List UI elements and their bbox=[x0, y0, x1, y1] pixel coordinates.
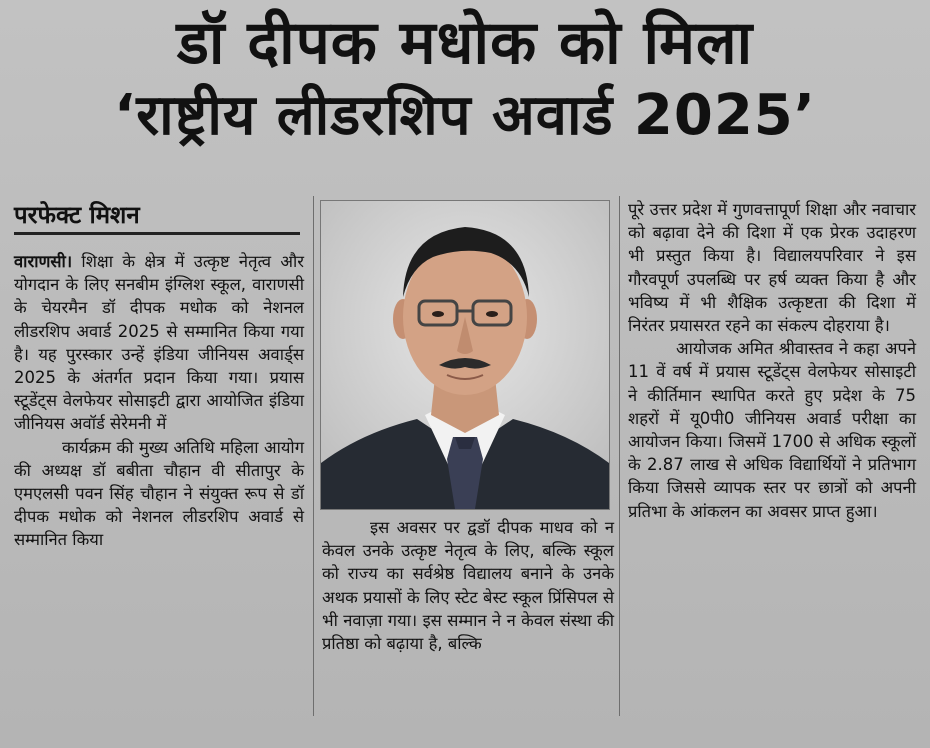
paragraph: इस अवसर पर द्वडॉ दीपक माधव को न केवल उनके उत्कृष्ट नेतृत्व के लिए, बल्कि स्कूल को राज्य का सर्वश्रेष्ठ विद्यालय बनाने के उनके अथक प्रयासों के लिए स्टेट बेस्ट स्कूल प्रिंसिपल से भी नवाज़ा गया। इस सम्मान ने न केवल संस्था की प्रतिष्ठा को बढ़ाया है, बल्कि bbox=[322, 518, 614, 654]
paragraph: कार्यक्रम की मुख्य अतिथि महिला आयोग की अध्यक्ष डॉ बबीता चौहान वी सीतापुर के एमएलसी पवन सिंह चौहान ने संयुक्त रूप से डॉ दीपक मधोक को नेशनल लीडरशिप अवार्ड से सम्मानित किया bbox=[14, 437, 304, 550]
headline-line-1: डॉ दीपक मधोक को मिला bbox=[176, 8, 754, 78]
column-divider bbox=[619, 196, 620, 716]
article-column-1 bbox=[14, 250, 304, 552]
dateline-place: वाराणसी। bbox=[14, 252, 73, 271]
person-portrait-icon bbox=[321, 201, 609, 509]
paragraph-text: शिक्षा के क्षेत्र में उत्कृष्ट नेतृत्व और योगदान के लिए सनबीम इंग्लिश स्कूल, वाराणसी के चेयरमैन डॉ दीपक मधोक को नेशनल लीडरशिप अवार्ड 2025 से सम्मानित किया गया है। यह पुरस्कार उन्हें इंडिया जीनियस अवार्ड्स 2025 के अंतर्गत प्रदान किया गया। प्रयास स्टूडेंट्स वेलफेयर सोसाइटी द्वारा आयोजित इंडिया जीनियस अवॉर्ड सेरेमनी में bbox=[14, 252, 304, 434]
article-column-2 bbox=[322, 516, 614, 655]
paragraph: पूरे उत्तर प्रदेश में गुणवत्तापूर्ण शिक्षा और नवाचार को बढ़ावा देने की दिशा में एक प्रेरक उदाहरण भी प्रस्तुत किया है। विद्यालयपरिवार ने इस गौरवपूर्ण उपलब्धि पर हर्ष व्यक्त किया है और भविष्य में भी शैक्षिक उत्कृष्टता की दिशा में निरंतर प्रयासरत रहने का संकल्प दोहराया है। bbox=[628, 200, 916, 336]
portrait-photo bbox=[320, 200, 610, 510]
column-divider bbox=[313, 196, 314, 716]
byline: परफेक्ट मिशन bbox=[14, 198, 300, 235]
article-column-3 bbox=[628, 198, 916, 523]
headline-line-2: ‘राष्ट्रीय लीडरशिप अवार्ड 2025’ bbox=[113, 83, 817, 148]
headline bbox=[0, 6, 930, 152]
paragraph bbox=[14, 250, 304, 436]
paragraph: आयोजक अमित श्रीवास्तव ने कहा अपने 11 वें वर्ष में प्रयास स्टूडेंट्स वेलफेयर सोसाइटी ने कीर्तिमान स्थापित करते हुए प्रदेश के 75 शहरों में यू0पी0 जीनियस अवार्ड परीक्षा का आयोजन किया। जिसमें 1700 से अधिक स्कूलों के 2.87 लाख से अधिक विद्यार्थियों ने प्रतिभाग किया जिससे व्यापक स्तर पर छात्रों को अपनी प्रतिभा के आंकलन का अवसर प्राप्त हुआ। bbox=[628, 339, 916, 521]
